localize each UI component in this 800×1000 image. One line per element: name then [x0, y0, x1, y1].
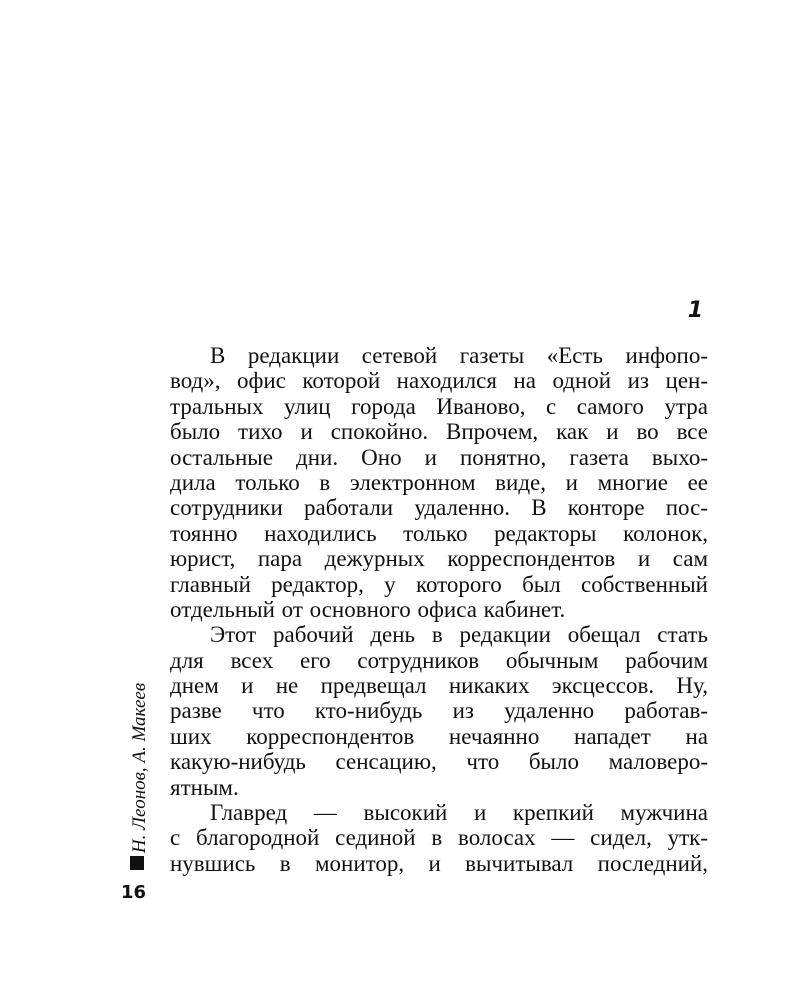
paragraph-2-line-7: ятным.: [170, 774, 239, 800]
paragraph-1-line-8: тоянно находились только редакторы колонок,: [170, 520, 708, 546]
paragraph-2-line-5: ших корреспондентов нечаянно нападет на: [170, 723, 708, 749]
paragraph-1-line-4: было тихо и спокойно. Впрочем, как и во все: [170, 419, 708, 445]
paragraph-1-line-6: дила только в электронном виде, и многие ее: [170, 469, 708, 495]
paragraph-2-line-2: для всех его сотрудников обычным рабочим: [170, 647, 708, 673]
running-head-square-icon: [130, 856, 144, 870]
paragraph-3-line-3: нувшись в монитор, и вычитывал последний,: [170, 850, 708, 876]
page-number: 16: [121, 882, 147, 903]
paragraph-2-line-6: какую-нибудь сенсацию, что было маловеро-: [170, 749, 708, 775]
paragraph-1-line-2: вод», офис которой находился на одной из цен-: [170, 368, 708, 394]
paragraph-1-line-1: В редакции сетевой газеты «Есть инфопо-: [210, 343, 708, 368]
paragraph-2-line-4: разве что кто-нибудь из удаленно работав-: [170, 698, 708, 724]
paragraph-1-line-10: главный редактор, у которого был собственный: [170, 571, 708, 597]
paragraph-1-line-11: отдельный от основного офиса кабинет.: [170, 596, 566, 622]
paragraph-1-line-9: юрист, пара дежурных корреспондентов и сам: [170, 546, 708, 572]
paragraph-1-line-5: остальные дни. Оно и понятно, газета выхо-: [170, 444, 708, 470]
paragraph-1-line-3: тральных улиц города Иваново, с самого утра: [170, 393, 708, 419]
body-text: [170, 343, 708, 876]
paragraph-2-line-3: днем и не предвещал никаких эксцессов. Ну,: [170, 673, 708, 699]
paragraph-1-line-7: сотрудники работали удаленно. В конторе пос-: [170, 495, 708, 521]
paragraph-2-line-1: Этот рабочий день в редакции обещал стать: [210, 622, 708, 648]
paragraph-3-line-2: с благородной сединой в волосах — сидел, утк-: [170, 825, 708, 851]
paragraph-3-line-1: Главред — высокий и крепкий мужчина: [210, 800, 708, 826]
chapter-number: 1: [687, 298, 703, 323]
running-head-authors: Н. Леонов, А. Макеев: [129, 682, 150, 854]
running-head: [120, 682, 160, 854]
